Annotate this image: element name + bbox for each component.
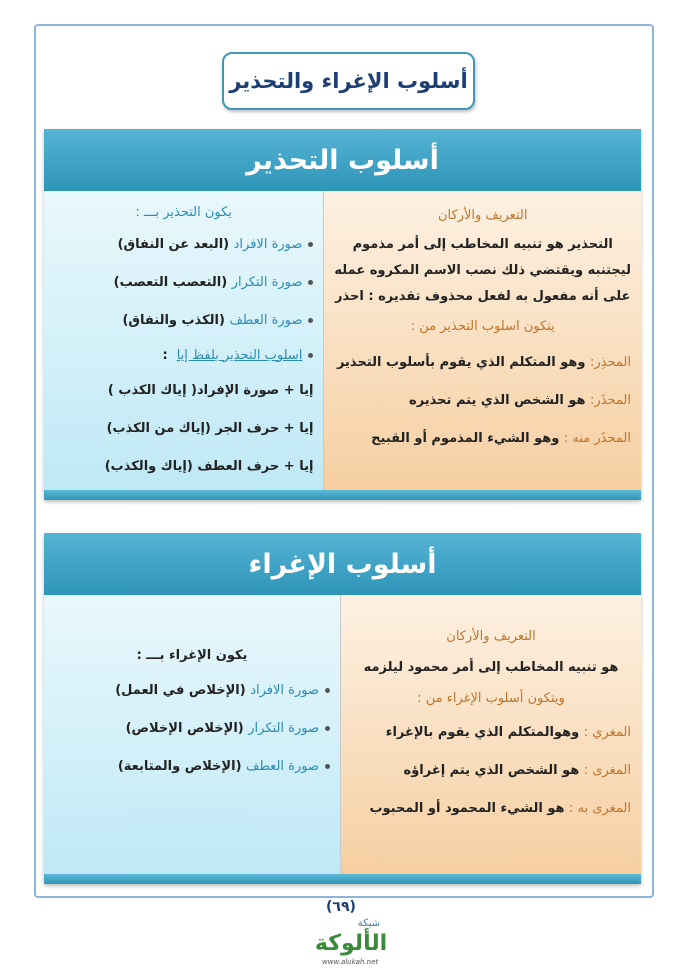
part-label: المحذَر:: [590, 392, 631, 408]
enticement-form-item: [54, 709, 330, 747]
warning-part: [334, 419, 631, 457]
enticement-parts-intro: ويتكون أسلوب الإغراء من :: [417, 690, 565, 706]
page-title: أسلوب الإغراء والتحذير: [229, 69, 468, 93]
definition-line: التحذير هو تنبيه المخاطب إلى أمر مذموم: [352, 236, 613, 252]
enticement-forms-heading: يكون الإغراء بـــ :: [136, 647, 248, 663]
warning-form-item: [54, 225, 313, 263]
form-example: (التعصب التعصب): [113, 274, 228, 290]
form-example: (الكذب والنفاق): [122, 312, 225, 328]
form-example: (البعد عن النفاق): [117, 236, 230, 252]
warning-form-item: [54, 301, 313, 339]
enticement-definition-column: [341, 595, 641, 874]
form-label: صورة التكرار: [248, 720, 319, 736]
alukah-logo: [314, 918, 388, 970]
form-label: صورة التكرار: [231, 274, 303, 290]
part-text: هو الشخص الذي يتم تحذيره: [409, 392, 586, 408]
iyya-label: اسلوب التحذير بلفظ إيا: [176, 347, 303, 363]
enticement-part: [351, 751, 631, 789]
enticement-header: أسلوب الإغراء: [44, 533, 641, 595]
definition-line: على أنه مفعول به لفعل محذوف تقديره : احذر: [335, 288, 631, 304]
warning-definition-heading: التعريف والأركان: [438, 207, 528, 223]
form-label: صورة العطف: [246, 758, 319, 774]
enticement-forms-column: [44, 595, 341, 874]
warning-body: [44, 191, 641, 490]
warning-section: [44, 129, 641, 500]
warning-header: أسلوب التحذير: [44, 129, 641, 191]
part-label: المغري :: [583, 724, 631, 740]
iyya-row: إيا + حرف الجر (إياك من الكذب): [106, 420, 314, 436]
bullet-icon: [308, 280, 313, 285]
form-example: (الإخلاص والمتابعة): [117, 758, 242, 774]
form-label: صورة الافراد: [233, 236, 303, 252]
warning-definition-column: [324, 191, 641, 490]
enticement-form-item: [54, 747, 330, 785]
iyya-row: إيا + صورة الإفراد( إياك الكذب ): [107, 382, 314, 398]
form-label: صورة الافراد: [250, 682, 319, 698]
part-text: هو الشيء المحمود أو المحبوب: [369, 800, 565, 816]
logo-top-text: شبكة: [357, 918, 380, 929]
logo-name: الألوكة: [314, 930, 388, 956]
warning-forms-column: [44, 191, 324, 490]
part-label: المغرى :: [583, 762, 631, 778]
form-example: (الإخلاص الإخلاص): [125, 720, 244, 736]
definition-line: ليجتنبه ويقتضي ذلك نصب الاسم المكروه عمله: [334, 262, 631, 278]
part-text: هو الشخص الذي يتم إغراؤه: [403, 762, 580, 778]
warning-forms-heading: يكون التحذير بـــ :: [135, 204, 232, 220]
bullet-icon: [308, 353, 313, 358]
part-text: وهو الشيء المذموم أو القبيح: [371, 430, 560, 446]
logo-url: www.alukah.net: [322, 958, 379, 966]
warning-iyya-item: اسلوب التحذير بلفظ إيا :: [54, 339, 313, 371]
enticement-section: [44, 533, 641, 884]
form-label: صورة العطف: [229, 312, 303, 328]
enticement-footer-bar: [44, 874, 641, 884]
enticement-form-item: [54, 671, 330, 709]
page-number: (٦٩): [326, 899, 356, 915]
bullet-icon: [325, 726, 330, 731]
enticement-body: [44, 595, 641, 874]
part-label: المحذِر:: [590, 354, 631, 370]
warning-part: [334, 381, 631, 419]
warning-part: [334, 343, 631, 381]
enticement-part: [351, 789, 631, 827]
part-label: المحذَر منه :: [563, 430, 631, 446]
part-text: وهوالمتكلم الذي يقوم بالإغراء: [385, 724, 580, 740]
warning-footer-bar: [44, 490, 641, 500]
warning-form-item: [54, 263, 313, 301]
bullet-icon: [308, 242, 313, 247]
bullet-icon: [325, 688, 330, 693]
page-title-box: [222, 52, 475, 110]
definition-line: هو تنبيه المخاطب إلى أمر محمود ليلزمه: [363, 659, 619, 675]
part-text: وهو المتكلم الذي يقوم بأسلوب التحذير: [336, 354, 586, 370]
warning-parts-intro: يتكون اسلوب التحذير من :: [410, 318, 555, 334]
bullet-icon: [308, 318, 313, 323]
part-label: المغرى به :: [569, 800, 631, 816]
bullet-icon: [325, 764, 330, 769]
enticement-definition-heading: التعريف والأركان: [446, 628, 536, 644]
enticement-part: [351, 713, 631, 751]
form-example: (الإخلاص في العمل): [115, 682, 246, 698]
iyya-row: إيا + حرف العطف (إياك والكذب): [104, 458, 314, 474]
